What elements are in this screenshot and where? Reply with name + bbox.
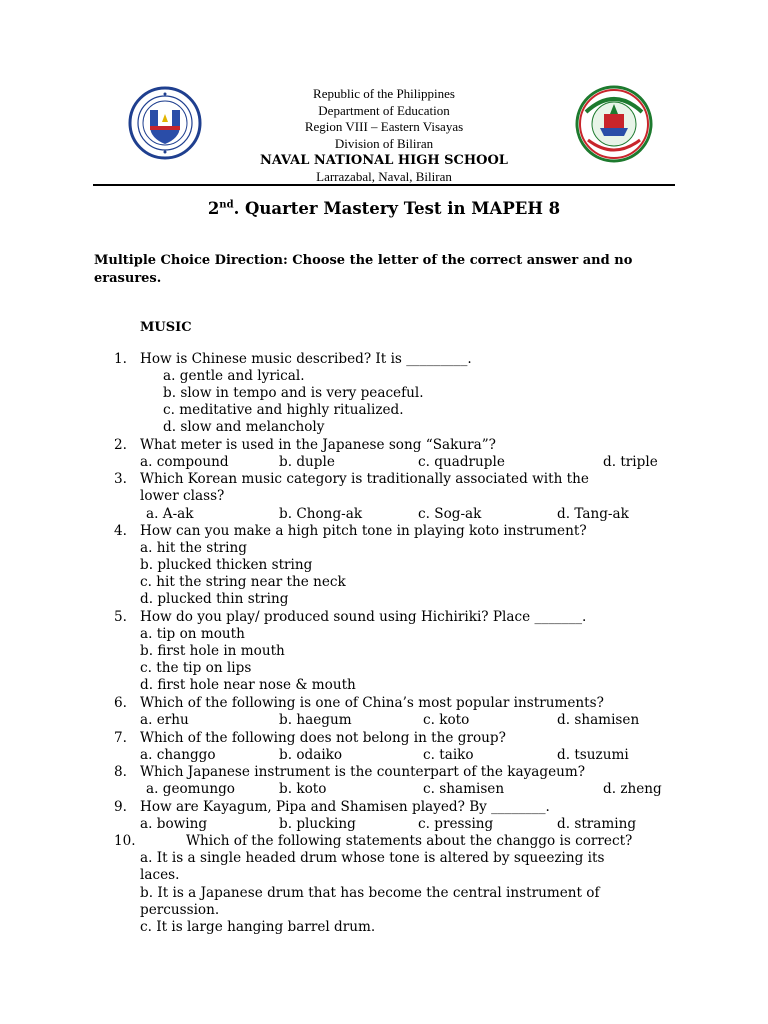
question-number: 6. <box>114 695 127 711</box>
question-text: How is Chinese music described? It is _________. <box>140 351 472 367</box>
choice: d. triple <box>603 454 658 470</box>
choice: d. Tang-ak <box>557 506 629 522</box>
choice: c. the tip on lips <box>140 660 252 676</box>
question-text-continued: lower class? <box>140 488 225 504</box>
header-line-department: Department of Education <box>318 102 450 118</box>
question-text: Which of the following is one of China’s most popular instruments? <box>140 695 604 711</box>
choice: a. compound <box>140 454 229 470</box>
letterhead <box>0 86 768 186</box>
question-number: 10. <box>114 833 136 849</box>
question-number: 2. <box>114 437 127 453</box>
choice: d. first hole near nose & mouth <box>140 677 356 693</box>
choice: b. haegum <box>279 712 352 728</box>
title-ordinal-suffix: nd <box>219 199 234 211</box>
choice: a. geomungo <box>146 781 235 797</box>
choice: b. odaiko <box>279 747 343 763</box>
question-text: Which of the following does not belong in the group? <box>140 730 506 746</box>
choice: b. slow in tempo and is very peaceful. <box>163 385 424 401</box>
choice: b. first hole in mouth <box>140 643 285 659</box>
choice: a. It is a single headed drum whose tone is altered by squeezing its <box>140 850 605 866</box>
choice: a. changgo <box>140 747 216 763</box>
choice: b. duple <box>279 454 335 470</box>
choice: b. It is a Japanese drum that has become the central instrument of <box>140 885 600 901</box>
question-number: 3. <box>114 471 127 487</box>
choice: a. bowing <box>140 816 208 832</box>
choice: a. gentle and lyrical. <box>163 368 305 384</box>
choice: c. shamisen <box>423 781 505 797</box>
header-divider <box>93 184 675 186</box>
test-title <box>0 199 768 218</box>
header-line-division: Division of Biliran <box>334 135 434 151</box>
choice: a. A-ak <box>146 506 194 522</box>
choice: b. plucking <box>279 816 356 832</box>
question-number: 7. <box>114 730 127 746</box>
question-number: 9. <box>114 799 127 815</box>
question-number: 4. <box>114 523 127 539</box>
title-ordinal: 2 <box>207 199 220 218</box>
question-number: 5. <box>114 609 127 625</box>
question-text: How do you play/ produced sound using Hichiriki? Place _______. <box>140 609 587 625</box>
choice: c. quadruple <box>418 454 505 470</box>
choice: b. plucked thicken string <box>140 557 313 573</box>
title-text: . Quarter Mastery Test in MAPEH 8 <box>233 199 561 218</box>
test-direction: Multiple Choice Direction: Choose the letter of the correct answer and no erasures. <box>94 253 633 286</box>
question-text: Which of the following statements about the changgo is correct? <box>186 833 633 849</box>
section-heading: MUSIC <box>140 320 192 335</box>
question-text: How can you make a high pitch tone in playing koto instrument? <box>140 523 587 539</box>
choice: c. koto <box>423 712 470 728</box>
choice: c. Sog-ak <box>418 506 482 522</box>
choice-continued: laces. <box>140 867 180 883</box>
question-number: 8. <box>114 764 127 780</box>
choice-continued: percussion. <box>140 902 220 918</box>
choice: a. hit the string <box>140 540 247 556</box>
choice: a. tip on mouth <box>140 626 245 642</box>
choice: c. pressing <box>418 816 494 832</box>
question-text: How are Kayagum, Pipa and Shamisen played? By ________. <box>140 799 550 815</box>
question-number: 1. <box>114 351 127 367</box>
choice: b. koto <box>279 781 327 797</box>
choice: d. straming <box>557 816 637 832</box>
question-text: Which Japanese instrument is the counterpart of the kayageum? <box>140 764 586 780</box>
choice: d. slow and melancholy <box>163 419 325 435</box>
choice: d. tsuzumi <box>557 747 629 763</box>
school-address: Larrazabal, Naval, Biliran <box>316 169 452 184</box>
choice: c. taiko <box>423 747 474 763</box>
header-line-region: Region VIII – Eastern Visayas <box>304 119 464 134</box>
choice: d. zheng <box>603 781 662 797</box>
question-text: What meter is used in the Japanese song “Sakura”? <box>140 437 496 453</box>
choice: c. meditative and highly ritualized. <box>163 402 404 418</box>
choice: c. It is large hanging barrel drum. <box>140 919 376 935</box>
choice: d. shamisen <box>557 712 640 728</box>
choice: a. erhu <box>140 712 189 728</box>
choice: d. plucked thin string <box>140 591 289 607</box>
question-text: Which Korean music category is traditionally associated with the <box>140 471 589 487</box>
school-name: NAVAL NATIONAL HIGH SCHOOL <box>260 153 508 168</box>
choice: b. Chong-ak <box>279 506 363 522</box>
choice: c. hit the string near the neck <box>140 574 346 590</box>
header-line-republic: Republic of the Philippines <box>313 86 455 101</box>
